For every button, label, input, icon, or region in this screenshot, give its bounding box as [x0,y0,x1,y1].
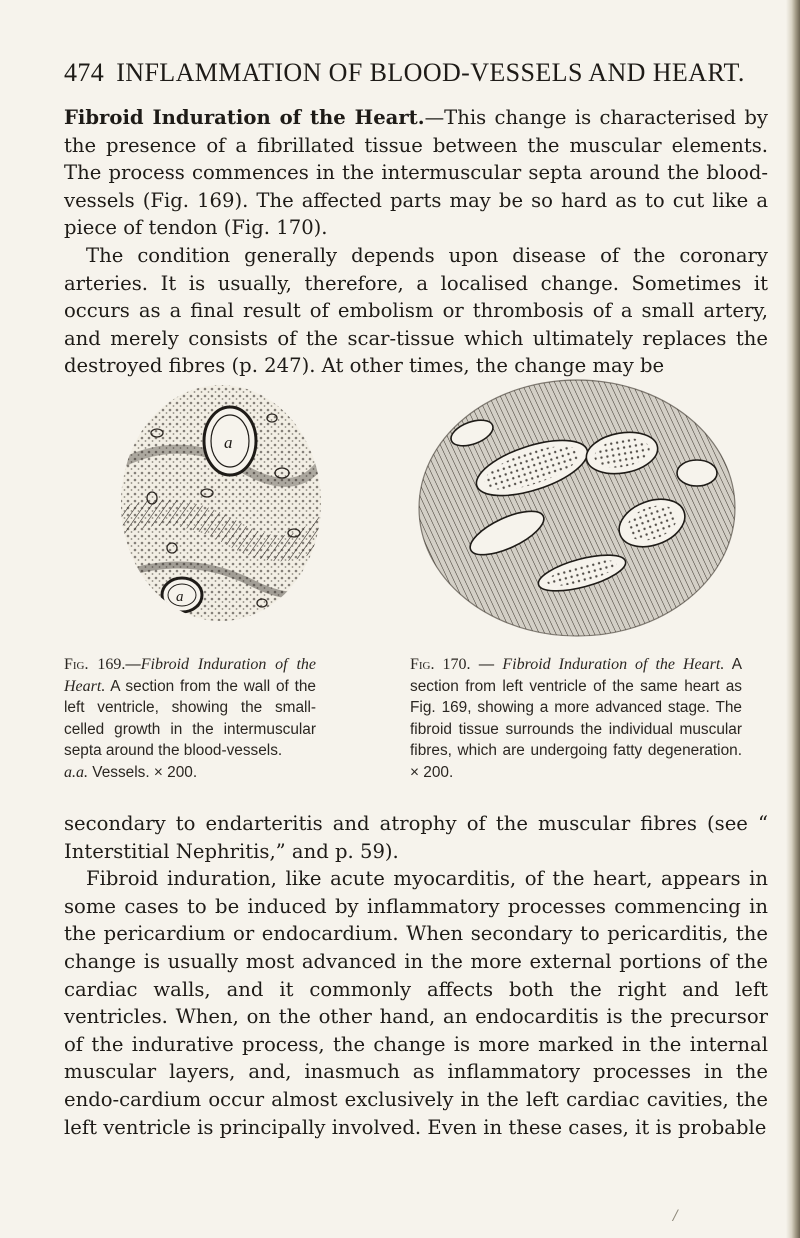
paragraph-3: secondary to endarteritis and atrophy of the muscular fibres (see “ Interstitial Nephritis,” and p. 59). [64,812,768,863]
section-heading: Fibroid Induration of the Heart. [64,106,425,129]
figure-170-caption-text: A section from left ventricle of the same heart as Fig. 169, showing a more advanced stage. The fibroid tissue surrounds the individual muscular fibres, which are undergoing fatty degeneration. × 200. [410,656,742,781]
figure-170-label: Fig. 170. [410,656,471,673]
figure-169-caption: Fig. 169.—Fibroid Induration of the Heart. A section from the wall of the left ventricle, showing the small-celled growth in the intermuscular septa around the blood-vessels. a.a. Vessels. × 200. [64,656,317,781]
plate-letter-a-lower: a [176,589,184,605]
plate-letter-a: a [224,433,233,452]
body-text-top [64,104,768,380]
paragraph-4: Fibroid induration, like acute myocarditis, of the heart, appears in some cases to be induced by inflammatory processes commencing in the pericardium or endocardium. When secondary to pericarditis, the change is usually most advanced in the more external portions of the cardiac walls, and it commonly affects both the right and left ventricles. When, on the other hand, an endocarditis is the precursor of the indurative process, the change is more marked in the internal muscular layers, and, inasmuch as inflammatory processes in the endo-cardium occur almost exclusively in the left cardiac cavities, the left ventricle is principally involved. Even in these cases, it is probable [64,867,768,1139]
figure-169-legend-text: Vessels. × 200. [92,763,198,781]
stray-mark: / [673,1208,678,1224]
page-edge-shadow [786,0,800,1238]
figure-169-label: Fig. 169. [64,656,126,673]
running-header [64,58,744,88]
paragraph-1 [64,104,768,242]
figure-170-caption: Fig. 170. — Fibroid Induration of the Heart. A section from left ventricle of the same heart as Fig. 169, showing a more advanced stage. The fibroid tissue surrounds the individual muscular fibres, which are undergoing fatty degeneration. × 200. [410,656,742,781]
paragraph-1-text: —This change is characterised by the presence of a fibrillated tissue between the muscular elements. The process commences in the intermuscular septa around the blood-vessels (Fig. 169). The affected parts may be so hard as to cut like a piece of tendon (Fig. 170). [64,106,768,240]
figure-169-legend-label: a.a. [64,763,88,781]
figure-169-illustration [112,373,330,643]
figure-170-title: Fibroid Induration of the Heart. [502,656,725,673]
paragraph-2: The condition generally depends upon disease of the coronary arteries. It is usually, therefore, a localised change. Sometimes it occurs as a final result of embolism or thrombosis of a small artery, and merely consists of the scar-tissue which ultimately replaces the destroyed fibres (p. 247). At other times, the change may be [64,243,768,378]
running-title: INFLAMMATION OF BLOOD-VESSELS AND HEART. [116,58,745,87]
figure-170-illustration [412,373,742,643]
page-number: 474 [64,58,105,87]
body-text-bottom [64,810,768,1141]
figure-169-caption-text: A section from the wall of the left ventricle, showing the small-celled growth in the intermuscular septa around the blood-vessels. [64,677,316,759]
figure-169-title: Fibroid Induration of the Heart. [64,656,317,695]
